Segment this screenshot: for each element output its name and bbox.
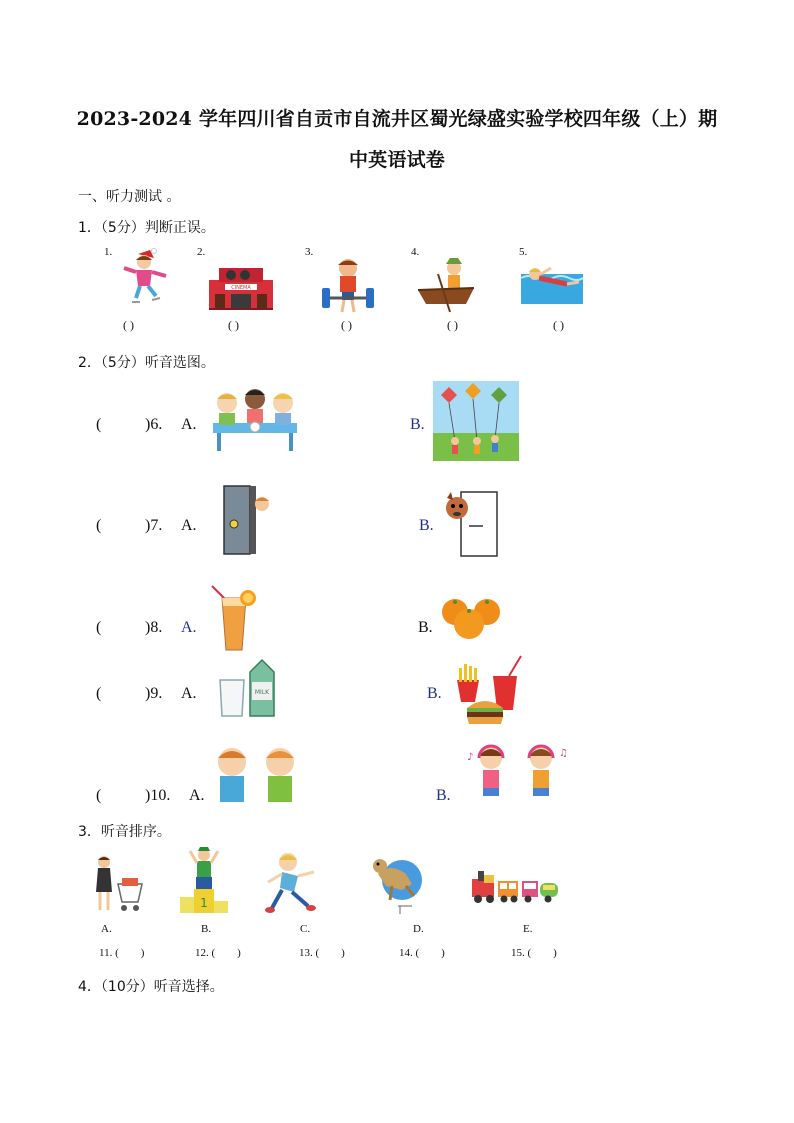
option-letter: E. <box>523 923 533 935</box>
answer-open-paren: ( <box>96 685 102 702</box>
option-b-label: B. <box>427 685 442 702</box>
option-letter: B. <box>201 923 212 935</box>
rowing-boat-icon <box>416 256 476 314</box>
winner-on-podium-icon[interactable] <box>180 847 228 915</box>
door-peek-icon[interactable] <box>222 484 272 556</box>
option-a-label: A. <box>189 787 205 804</box>
page-title: 2023-2024 学年四川省自贡市自流井区蜀光绿盛实验学校四年级（上）期 <box>76 108 718 130</box>
q3-answer-blank[interactable]: 11. ( ) <box>99 947 145 959</box>
option-a-label: A. <box>181 619 197 636</box>
answer-open-paren: ( <box>96 517 102 534</box>
q1-answer-blank[interactable]: ( ) <box>553 318 564 332</box>
svg-text:♫: ♫ <box>559 748 568 759</box>
q3-answer-blank[interactable]: 14. ( ) <box>399 947 445 959</box>
q3-answer-blank[interactable]: 15. ( ) <box>511 947 557 959</box>
q1-item-number: 4. <box>411 246 420 258</box>
oranges-icon[interactable] <box>441 596 507 640</box>
q1-answer-blank[interactable]: ( ) <box>447 318 458 332</box>
q1-item-number: 1. <box>104 246 113 258</box>
option-b-label: B. <box>436 787 451 804</box>
ice-skating-girl-icon <box>120 248 170 306</box>
q1-answer-blank[interactable]: ( ) <box>228 318 239 332</box>
question-4-label: 4．（10分）听音选择。 <box>78 979 224 995</box>
kids-eating-at-table-icon[interactable] <box>209 385 301 455</box>
svg-text:MILK: MILK <box>254 689 270 696</box>
option-letter: C. <box>300 923 311 935</box>
answer-open-paren: ( <box>96 619 102 636</box>
section-heading: 一、听力测试 。 <box>78 189 181 205</box>
q3-answer-blank[interactable]: 12. ( ) <box>195 947 241 959</box>
question-number[interactable]: )7. <box>145 517 163 534</box>
option-b-label: B. <box>410 416 425 433</box>
q1-answer-blank[interactable]: ( ) <box>341 318 352 332</box>
question-number[interactable]: )6. <box>145 416 163 433</box>
two-boys-talking-icon[interactable] <box>212 744 300 804</box>
answer-open-paren: ( <box>96 787 102 804</box>
option-b-label: B. <box>418 619 433 636</box>
answer-open-paren: ( <box>96 416 102 433</box>
option-b-label: B. <box>419 517 434 534</box>
dog-behind-door-icon[interactable] <box>443 490 499 558</box>
q1-item-number: 3. <box>305 246 314 258</box>
svg-text:CINEMA: CINEMA <box>231 285 251 291</box>
page-title-continued: 中英语试卷 <box>348 149 445 171</box>
question-2-label: 2．（5分）听音选图。 <box>78 355 215 371</box>
q1-item-number: 2. <box>197 246 206 258</box>
question-number[interactable]: )10. <box>145 787 171 804</box>
question-number[interactable]: )9. <box>145 685 163 702</box>
question-1-label: 1．（5分）判断正误。 <box>78 220 215 236</box>
question-number[interactable]: )8. <box>145 619 163 636</box>
q3-answer-blank[interactable]: 13. ( ) <box>299 947 345 959</box>
dog-jumping-icon[interactable] <box>372 852 422 916</box>
option-letter: A. <box>101 923 112 935</box>
fries-burger-drink-icon[interactable] <box>455 654 523 726</box>
orange-juice-glass-icon[interactable] <box>208 584 258 652</box>
milk-and-glass-icon[interactable] <box>218 658 280 718</box>
svg-text:1: 1 <box>200 896 208 910</box>
q1-answer-blank[interactable]: ( ) <box>123 318 134 332</box>
kids-listening-music-icon[interactable] <box>463 742 569 806</box>
option-a-label: A. <box>181 517 197 534</box>
option-letter: D. <box>413 923 424 935</box>
option-a-label: A. <box>181 416 197 433</box>
running-boy-icon[interactable] <box>264 852 324 916</box>
woman-with-shopping-cart-icon[interactable] <box>92 854 144 914</box>
weightlifting-boy-icon <box>322 256 374 312</box>
svg-text:♪: ♪ <box>467 752 474 763</box>
toy-train-icon[interactable] <box>470 869 560 905</box>
question-3-label: 3．听音排序。 <box>78 824 171 840</box>
option-a-label: A. <box>181 685 197 702</box>
q1-item-number: 5. <box>519 246 528 258</box>
swimming-kid-icon <box>521 264 583 306</box>
kids-flying-kites-icon[interactable] <box>433 381 519 461</box>
cinema-building-icon <box>209 266 273 310</box>
